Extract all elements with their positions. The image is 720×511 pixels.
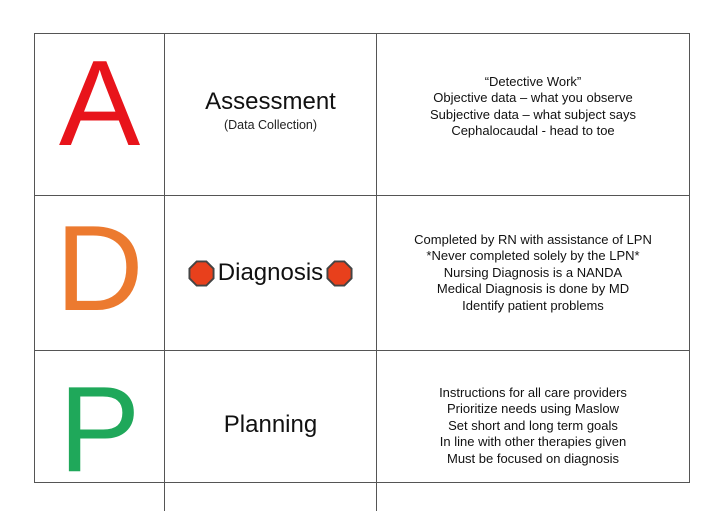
letter-cell (35, 34, 165, 195)
step-letter: P (58, 361, 141, 497)
step-letter: D (55, 200, 144, 336)
term-line (185, 260, 356, 287)
stop-sign-icon (326, 260, 353, 287)
detail-line: Objective data – what you observe (433, 90, 633, 106)
table-row-diagnosis (35, 196, 689, 351)
details-cell (377, 196, 689, 350)
term-cell (165, 34, 377, 195)
step-term: Diagnosis (217, 258, 324, 286)
detail-line: Completed by RN with assistance of LPN (414, 231, 652, 247)
stop-sign-icon (188, 260, 215, 287)
details-list (414, 232, 652, 314)
detail-line: Set short and long term goals (448, 417, 618, 433)
letter-cell (35, 351, 165, 511)
detail-line: Nursing Diagnosis is a NANDA (443, 264, 623, 280)
term-wrap (205, 89, 336, 132)
term-cell (165, 351, 377, 511)
step-term: Assessment (205, 87, 336, 115)
details-list (430, 74, 636, 140)
details-cell (377, 34, 689, 195)
table-row-planning (35, 351, 689, 511)
step-subterm: (Data Collection) (223, 118, 318, 133)
term-cell (165, 196, 377, 350)
detail-line: Subjective data – what subject says (430, 106, 636, 122)
detail-line: Instructions for all care providers (439, 384, 627, 400)
step-term: Planning (223, 410, 318, 438)
detail-line: *Never completed solely by the LPN* (426, 248, 640, 264)
detail-line: Cephalocaudal - head to toe (451, 122, 615, 138)
detail-line: “Detective Work” (484, 73, 582, 89)
letter-cell (35, 196, 165, 350)
details-cell (377, 351, 689, 511)
adpie-table (34, 33, 690, 497)
detail-line: Must be focused on diagnosis (446, 450, 619, 466)
detail-line: Prioritize needs using Maslow (447, 401, 619, 417)
step-letter: A (58, 34, 141, 171)
detail-line: Medical Diagnosis is done by MD (436, 281, 630, 297)
details-list (439, 385, 627, 467)
detail-line: In line with other therapies given (439, 434, 627, 450)
detail-line: Identify patient problems (462, 297, 604, 313)
table-row-assessment (35, 34, 689, 196)
